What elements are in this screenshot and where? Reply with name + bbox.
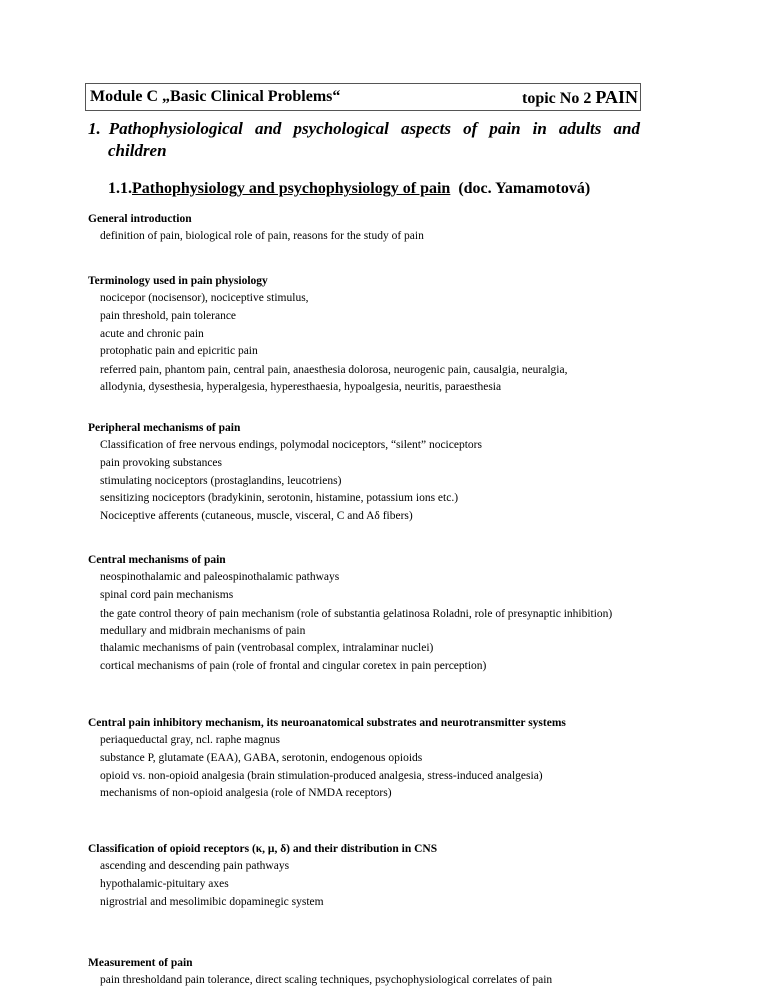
section-item: pain threshold, pain tolerance bbox=[100, 309, 237, 322]
section-item: sensitizing nociceptors (bradykinin, serotonin, histamine, potassium ions etc.) bbox=[100, 492, 459, 505]
section-item: the gate control theory of pain mechanism (role of substantia gelatinosa Roladni, role of presynaptic inhibition) bbox=[100, 607, 613, 620]
section-item: mechanisms of non-opioid analgesia (role of NMDA receptors) bbox=[100, 787, 392, 800]
section-item: substance P, glutamate (EAA), GABA, serotonin, endogenous opioids bbox=[100, 751, 423, 764]
section-item: cortical mechanisms of pain (role of frontal and cingular coretex in pain perception) bbox=[100, 660, 487, 673]
module-header-box bbox=[85, 83, 641, 111]
section bbox=[88, 210, 660, 246]
section-item: allodynia, dysesthesia, hyperalgesia, hyperesthaesia, hypoalgesia, neuritis, paraesthesia bbox=[100, 381, 502, 394]
section-item: nocicepor (nocisensor), nociceptive stimulus, bbox=[100, 292, 309, 304]
section-heading: General introduction bbox=[88, 213, 192, 225]
chapter-title-cont: children bbox=[108, 141, 167, 160]
chapter-title-word: in bbox=[532, 119, 547, 138]
section-item: pain thresholdand pain tolerance, direct scaling techniques, psychophysiological correlates of pain bbox=[100, 974, 553, 986]
topic-number: topic No 2 bbox=[522, 90, 592, 107]
section-item: medullary and midbrain mechanisms of pain bbox=[100, 624, 306, 637]
section bbox=[88, 419, 660, 526]
section-heading: Central mechanisms of pain bbox=[88, 554, 226, 566]
chapter-title-word: adults bbox=[558, 119, 602, 138]
section-heading: Central pain inhibitory mechanism, its neuroanatomical substrates and neurotransmitter systems bbox=[88, 717, 566, 729]
section-item: opioid vs. non-opioid analgesia (brain stimulation-produced analgesia, stress-induced analgesia) bbox=[100, 769, 543, 782]
section-item: neospinothalamic and paleospinothalamic pathways bbox=[100, 571, 340, 583]
chapter-title-word: and bbox=[254, 119, 282, 138]
subchapter-author: (doc. Yamamotová) bbox=[458, 180, 591, 197]
section-item: Classification of free nervous endings, polymodal nociceptors, “silent” nociceptors bbox=[100, 439, 482, 451]
chapter-title-word: Pathophysiological bbox=[108, 119, 243, 138]
section-heading: Measurement of pain bbox=[88, 957, 193, 969]
chapter-title-word: of bbox=[463, 119, 478, 138]
section-heading: Peripheral mechanisms of pain bbox=[88, 422, 241, 434]
subchapter-number: 1.1. bbox=[108, 180, 132, 197]
section-heading: Terminology used in pain physiology bbox=[88, 275, 268, 287]
section-item: thalamic mechanisms of pain (ventrobasal complex, intralaminar nuclei) bbox=[100, 642, 434, 655]
section-item: referred pain, phantom pain, central pain, anaesthesia dolorosa, neurogenic pain, causalgia, neuralgia, bbox=[100, 364, 568, 377]
module-title: Module C „Basic Clinical Problems“ bbox=[90, 88, 341, 105]
chapter-title-word: aspects bbox=[400, 119, 452, 138]
section-item: nigrostrial and mesolimibic dopaminegic system bbox=[100, 895, 324, 908]
section bbox=[88, 551, 660, 676]
subchapter-name: Pathophysiology and psychophysiology of pain bbox=[132, 180, 451, 197]
section-item: spinal cord pain mechanisms bbox=[100, 588, 234, 601]
section bbox=[88, 272, 660, 397]
section-item: stimulating nociceptors (prostaglandins, leucotriens) bbox=[100, 474, 342, 487]
subchapter-title bbox=[108, 180, 590, 198]
chapter-title bbox=[88, 118, 640, 162]
section-item: periaqueductal gray, ncl. raphe magnus bbox=[100, 734, 280, 746]
section-heading: Classification of opioid receptors (κ, μ, δ) and their distribution in CNS bbox=[88, 843, 438, 855]
section-item: Nociceptive afferents (cutaneous, muscle, visceral, C and Aδ fibers) bbox=[100, 510, 413, 523]
topic-name: PAIN bbox=[595, 87, 638, 107]
chapter-title-word: and bbox=[613, 119, 640, 138]
section bbox=[88, 714, 660, 803]
topic-label bbox=[522, 87, 638, 108]
section-item: hypothalamic-pituitary axes bbox=[100, 877, 229, 890]
section-item: pain provoking substances bbox=[100, 456, 223, 469]
section bbox=[88, 840, 660, 911]
section-item: protophatic pain and epicritic pain bbox=[100, 345, 258, 358]
section bbox=[88, 954, 660, 990]
chapter-title-word: pain bbox=[489, 119, 521, 138]
section-item: ascending and descending pain pathways bbox=[100, 860, 290, 872]
section-item: acute and chronic pain bbox=[100, 327, 204, 340]
chapter-number: 1. bbox=[88, 119, 101, 138]
chapter-title-word: psychological bbox=[293, 119, 389, 138]
section-item: definition of pain, biological role of pain, reasons for the study of pain bbox=[100, 230, 424, 242]
